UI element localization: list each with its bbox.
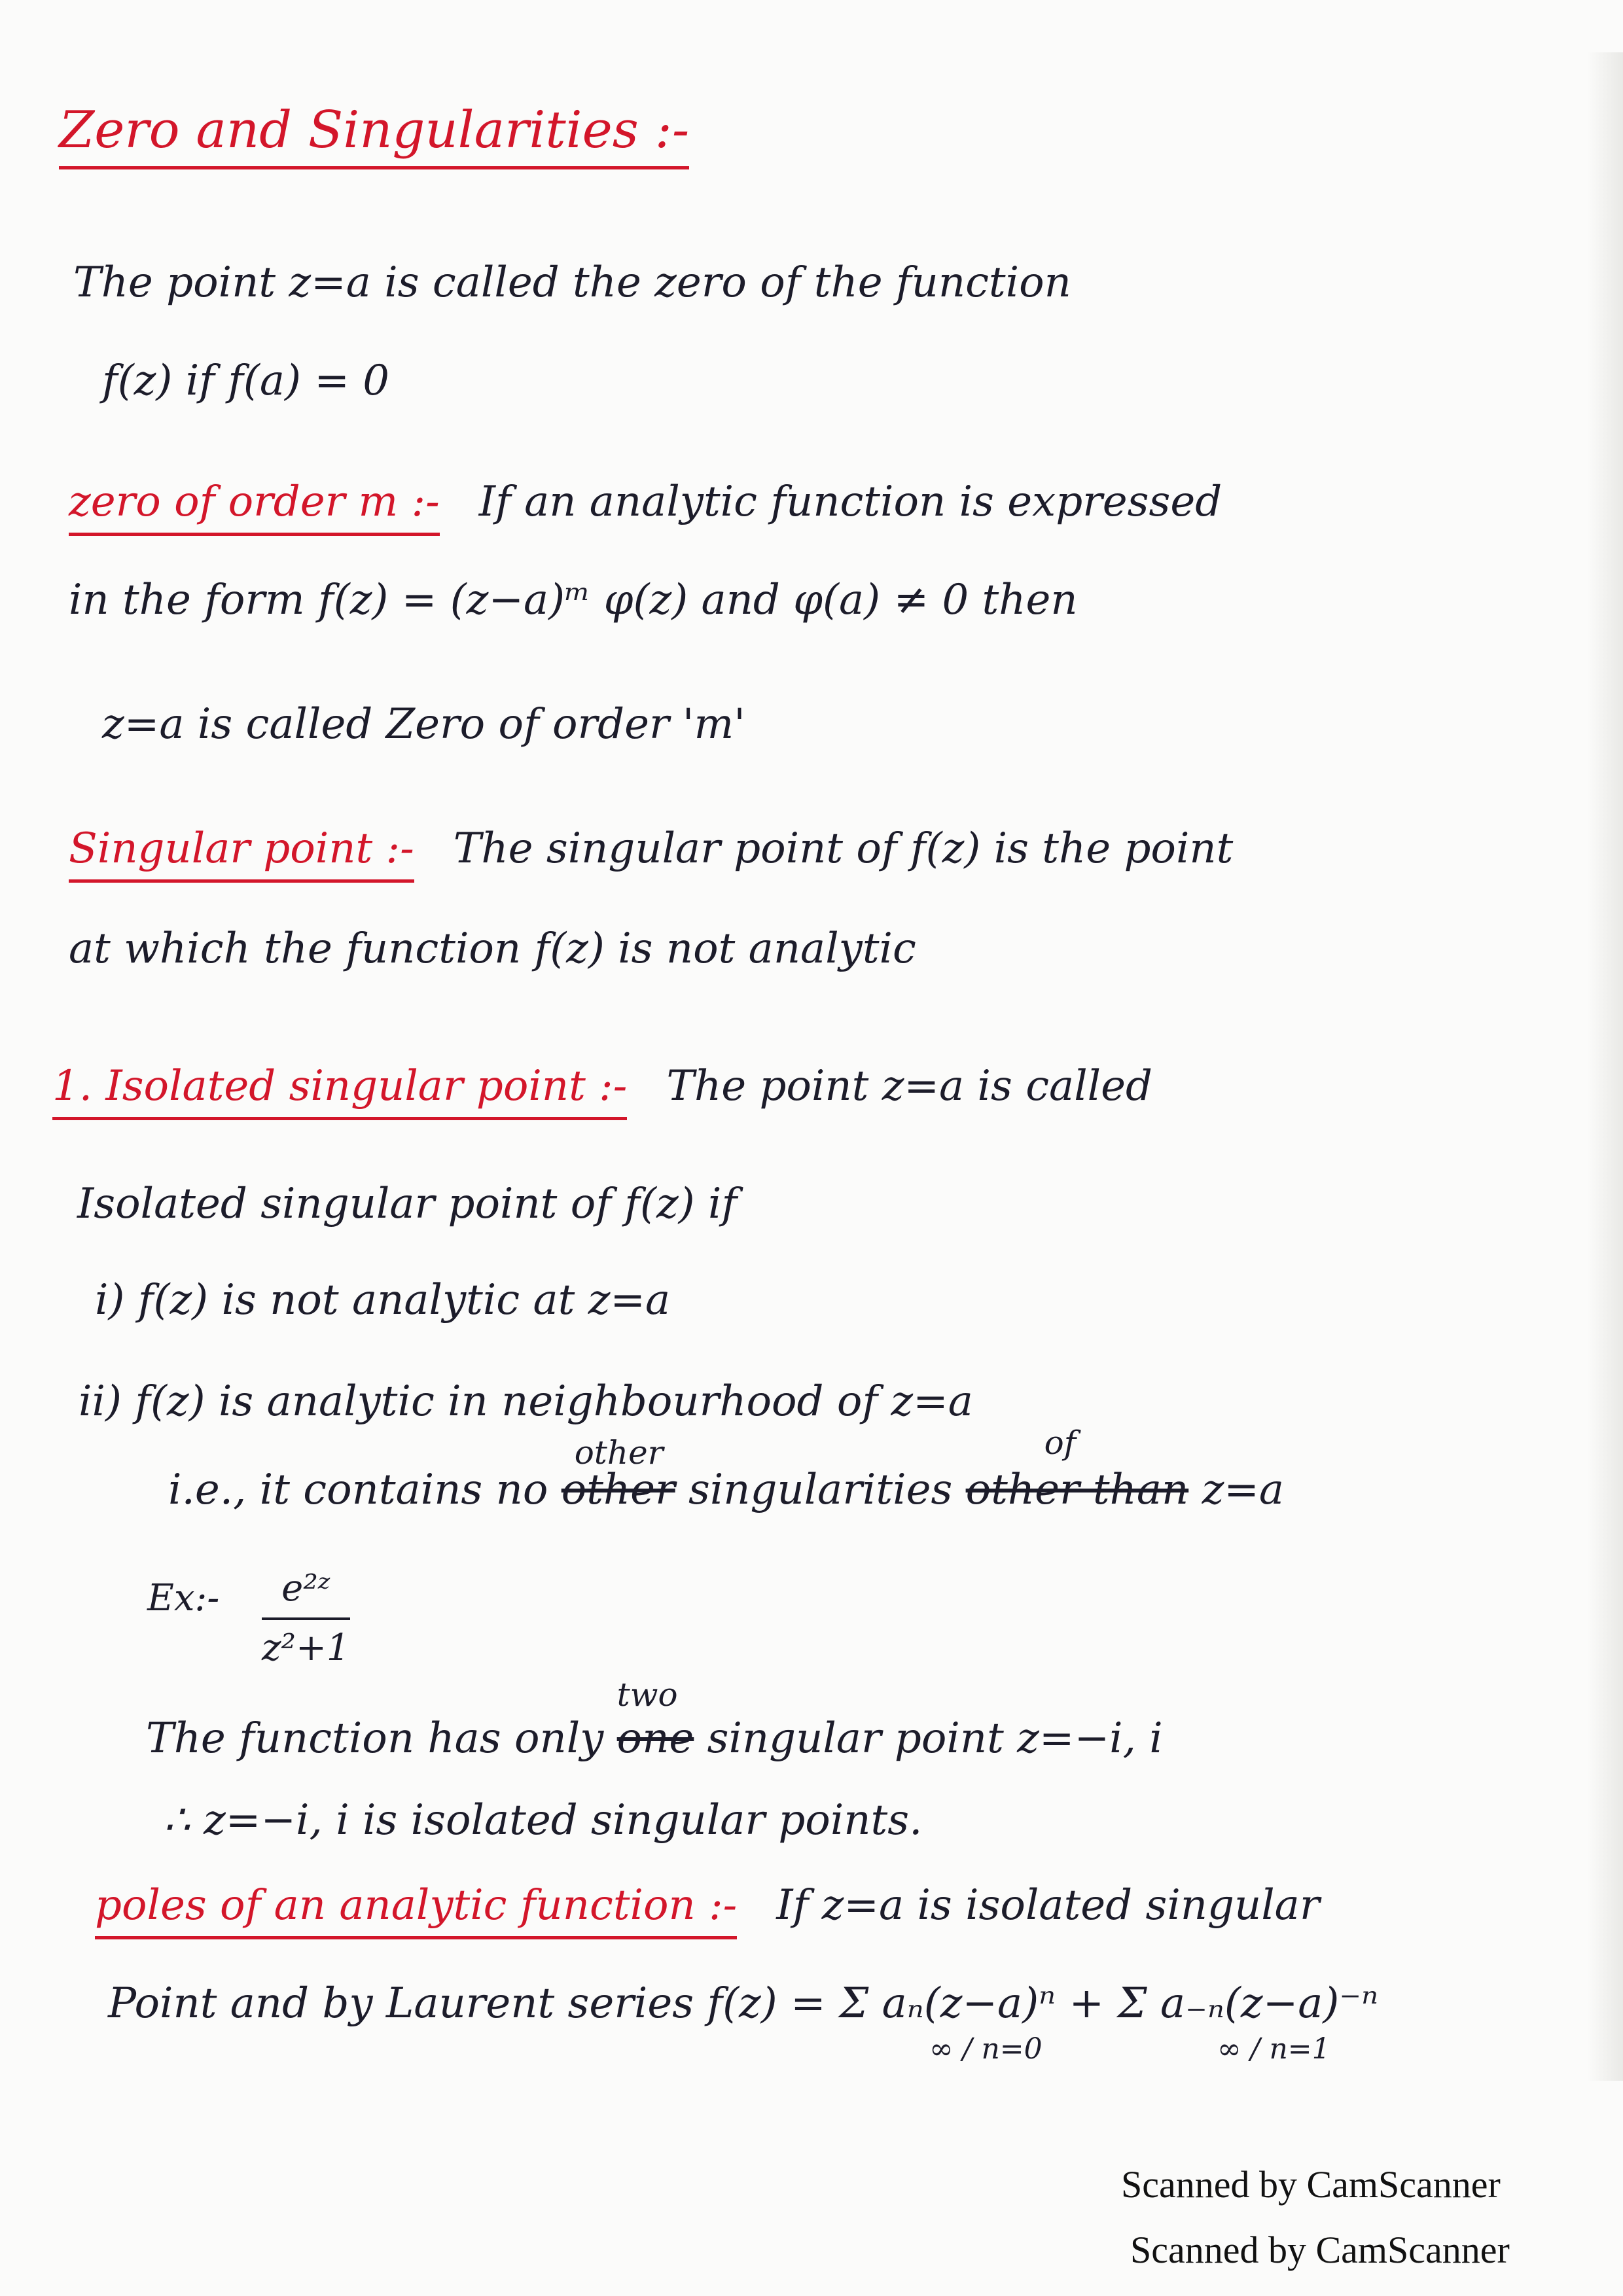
poles-line-1 [95, 1881, 1320, 1930]
fraction-numerator: e²ᶻ [262, 1567, 350, 1620]
poles-line-2: Point and by Laurent series f(z) = Σ aₙ(z−a)ⁿ + Σ a₋ₙ(z−a)⁻ⁿ [108, 1979, 1379, 2028]
ie-struck-word-1: other [561, 1466, 675, 1514]
example-label: Ex:- [147, 1577, 220, 1619]
zero-definition-line-2: f(z) if f(a) = 0 [102, 357, 389, 405]
sum-1-limits: ∞ / n=0 [929, 2032, 1043, 2066]
page-title: Zero and Singularities :- [59, 105, 689, 156]
ie-inserted-word-2: of [1044, 1424, 1077, 1462]
ie-struck-word-2: other than [965, 1466, 1189, 1514]
ie-prefix: i.e., it contains no [168, 1466, 548, 1514]
isolated-text: The point z=a is called [666, 1062, 1152, 1110]
isolated-condition-1: i) f(z) is not analytic at z=a [95, 1276, 671, 1324]
page-edge-shadow [1587, 52, 1623, 2081]
zero-order-heading: zero of order m :- [69, 478, 440, 536]
example-fraction [262, 1567, 350, 1669]
ie-mid: singularities [688, 1466, 953, 1514]
camscanner-watermark-2: Scanned by CamScanner [1130, 2229, 1510, 2271]
example-correction [616, 1676, 694, 1763]
zero-order-text: If an analytic function is expressed [478, 478, 1222, 526]
ie-end: z=a [1202, 1466, 1285, 1514]
singular-point-line-2: at which the function f(z) is not analytic [69, 925, 916, 973]
example-prefix: The function has only [146, 1714, 604, 1763]
example-inserted-word: two [616, 1676, 678, 1714]
ie-correction-1 [561, 1434, 675, 1514]
poles-text: If z=a is isolated singular [776, 1881, 1320, 1930]
fraction-denominator: z²+1 [262, 1627, 350, 1669]
singular-point-heading: Singular point :- [69, 824, 414, 883]
zero-order-line-3: z=a is called Zero of order 'm' [102, 700, 745, 749]
camscanner-watermark-1: Scanned by CamScanner [1121, 2163, 1501, 2206]
ie-inserted-word-1: other [574, 1434, 664, 1472]
isolated-line-2: Isolated singular point of f(z) if [77, 1180, 738, 1228]
example-line-1 [146, 1676, 1163, 1763]
isolated-condition-2: ii) f(z) is analytic in neighbourhood of z=a [79, 1377, 973, 1426]
zero-definition-line-1: The point z=a is called the zero of the function [73, 258, 1071, 307]
isolated-ie-line [168, 1424, 1285, 1514]
zero-order-line-1 [69, 478, 1222, 526]
ie-correction-2 [965, 1424, 1189, 1514]
poles-heading: poles of an analytic function :- [95, 1881, 737, 1939]
singular-point-line-1 [69, 824, 1234, 873]
zero-order-line-2: in the form f(z) = (z−a)ᵐ φ(z) and φ(a) ≠ 0 then [69, 576, 1078, 624]
sum-2-limits: ∞ / n=1 [1217, 2032, 1330, 2066]
example-suffix: singular point z=−i, i [707, 1714, 1163, 1763]
isolated-line-1 [52, 1062, 1152, 1110]
isolated-heading: 1. Isolated singular point :- [52, 1062, 627, 1120]
example-struck-word: one [616, 1714, 694, 1763]
example-line-2: ∴ z=−i, i is isolated singular points. [164, 1796, 923, 1845]
singular-point-text: The singular point of f(z) is the point [453, 824, 1234, 873]
